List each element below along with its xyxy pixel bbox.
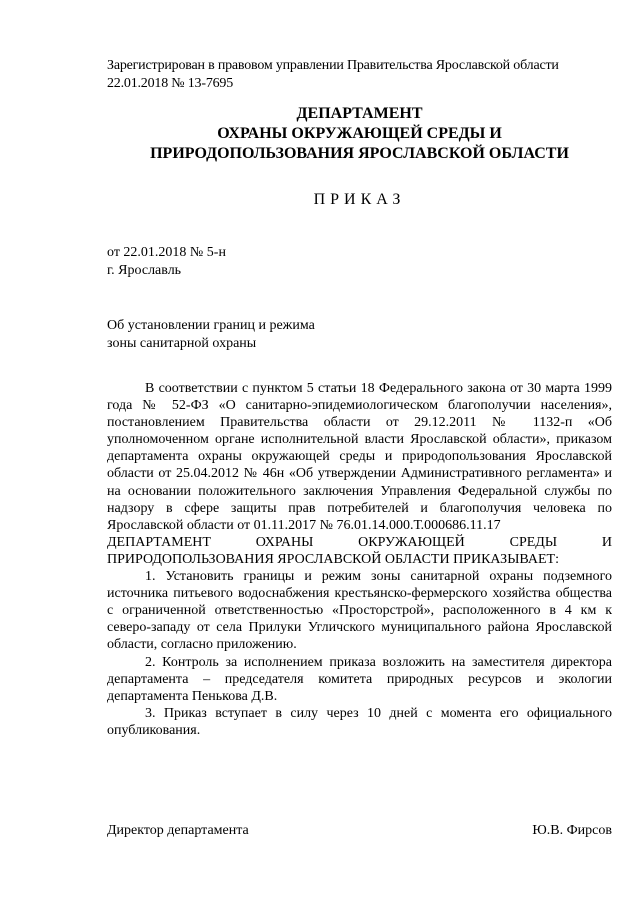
- order-item-2: 2. Контроль за исполнением приказа возложить на заместителя директора департамента – председателя комитета природных ресурсов и экологии департамента Пенькова Д.В.: [107, 654, 612, 704]
- signatory-position: Директор департамента: [107, 823, 249, 838]
- preamble-paragraph: В соответствии с пунктом 5 статьи 18 Федерального закона от 30 марта 1999 года № 52-ФЗ «О санитарно-эпидемиологическом благополучии населения», постановлением Правительства области от 29.12.2011 № 1132-п «Об уполномоченном органе исполнительной власти Ярославской области», приказом департамента охраны окружающей среды и природопользования Ярославской области от 25.04.2012 № 46н «Об утверждении Административного регламента» и на основании положительного заключения Управления Федеральной службы по надзору в сфере защиты прав потребителей и благополучия человека по Ярославской области от 01.11.2017 № 76.01.14.000.Т.000686.11.17: [107, 381, 612, 533]
- document-meta: [107, 244, 226, 280]
- order-item-3: 3. Приказ вступает в силу через 10 дней с момента его официального опубликования.: [107, 705, 612, 738]
- subject-line-1: Об установлении границ и режима: [107, 318, 315, 333]
- date-number: от 22.01.2018 № 5-н: [107, 245, 226, 260]
- organization-line-3: ПРИРОДОПОЛЬЗОВАНИЯ ЯРОСЛАВСКОЙ ОБЛАСТИ: [150, 145, 569, 162]
- document-body: [107, 380, 612, 739]
- city: г. Ярославль: [107, 263, 182, 278]
- document-type-title: ПРИКАЗ: [313, 191, 406, 208]
- order-item-1: 1. Установить границы и режим зоны санитарной охраны подземного источника питьевого водоснабжения крестьянско-фермерского хозяйства общества с ограниченной ответственностью «Просторстрой», расположенного в 4 км к северо-западу от села Прилуки Угличского муниципального района Ярославской области, согласно приложению.: [107, 569, 612, 653]
- registration-line-1: Зарегистрирован в правовом управлении Правительства Ярославской области: [107, 58, 559, 73]
- organization-header: [107, 104, 612, 164]
- orders-paragraph: ДЕПАРТАМЕНТ ОХРАНЫ ОКРУЖАЮЩЕЙ СРЕДЫ И ПРИРОДОПОЛЬЗОВАНИЯ ЯРОСЛАВСКОЙ ОБЛАСТИ ПРИКАЗЫВАЕТ:: [107, 534, 612, 567]
- registration-line-2: 22.01.2018 № 13-7695: [107, 76, 234, 91]
- registration-note: [107, 57, 612, 93]
- subject-line-2: зоны санитарной охраны: [107, 336, 257, 351]
- organization-line-2: ОХРАНЫ ОКРУЖАЮЩЕЙ СРЕДЫ И: [217, 125, 502, 142]
- document-subject: [107, 317, 315, 353]
- organization-line-1: ДЕПАРТАМЕНТ: [296, 105, 423, 122]
- signatory-name: Ю.В. Фирсов: [532, 823, 612, 838]
